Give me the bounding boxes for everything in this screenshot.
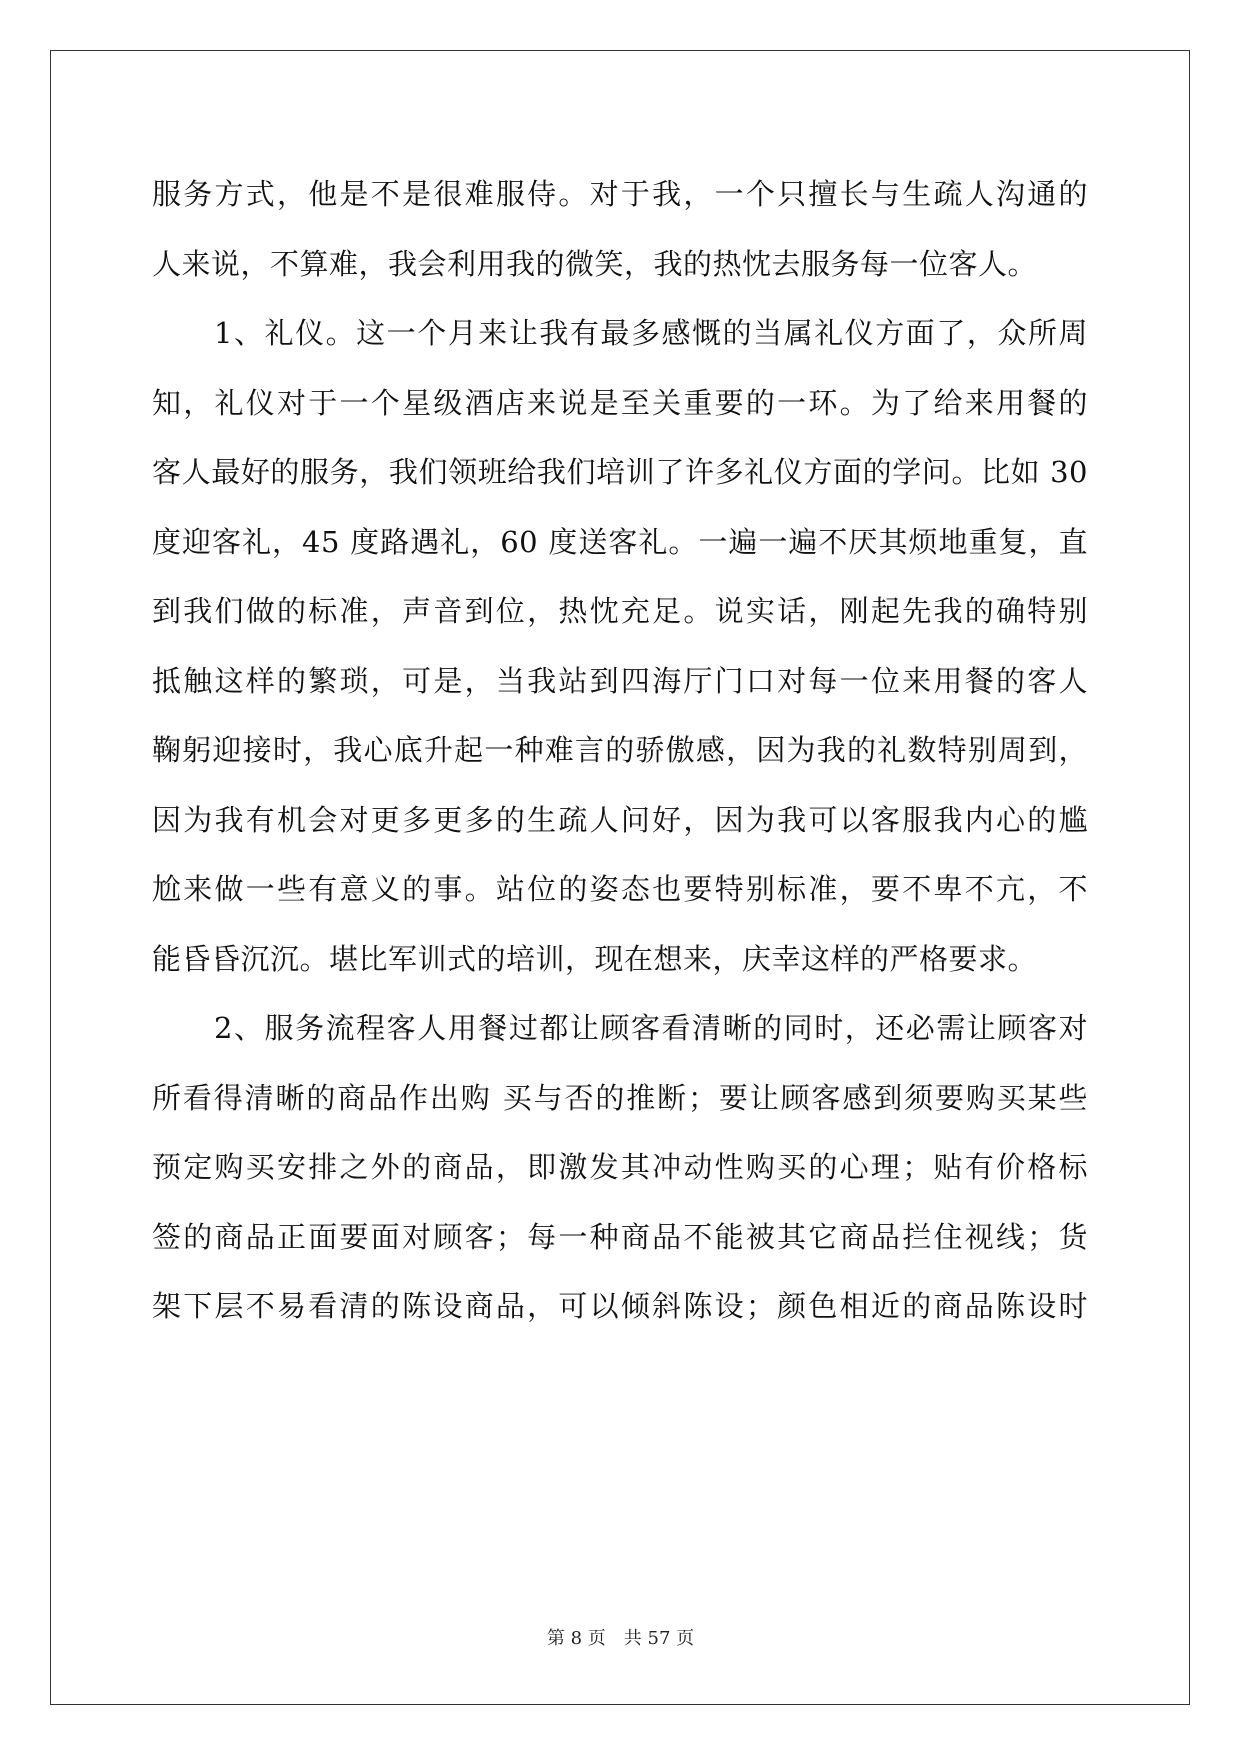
text-line: 因为我有机会对更多更多的生疏人问好，因为我可以客服我内心的尴 (152, 802, 1088, 837)
text-line: 客人最好的服务，我们领班给我们培训了许多礼仪方面的学问。比如 30 (152, 455, 1088, 489)
text-line: 2、服务流程客人用餐过都让顾客看清晰的同时，还必需让顾客对 (214, 1011, 1088, 1045)
text-line: 预定购买安排之外的商品，即激发其冲动性购买的心理；贴有价格标 (152, 1150, 1088, 1184)
page-footer: 第 8 页 共 57 页 (546, 1628, 695, 1649)
text-line: 1、礼仪。这一个月来让我有最多感慨的当属礼仪方面了，众所周 (214, 316, 1088, 350)
text-line: 到我们做的标准，声音到位，热忱充足。说实话，刚起先我的确特别 (152, 594, 1088, 628)
text-line: 鞠躬迎接时，我心底升起一种难言的骄傲感，因为我的礼数特别周到， (152, 733, 1088, 767)
text-line: 签的商品正面要面对顾客；每一种商品不能被其它商品拦住视线；货 (152, 1219, 1088, 1254)
text-line: 服务方式，他是不是很难服侍。对于我，一个只擅长与生疏人沟通的 (152, 177, 1088, 211)
text-line: 度迎客礼，45 度路遇礼，60 度送客礼。一遍一遍不厌其烦地重复，直 (152, 524, 1088, 559)
text-line: 抵触这样的繁琐，可是，当我站到四海厅门口对每一位来用餐的客人 (152, 663, 1088, 698)
text-line: 能昏昏沉沉。堪比军训式的培训，现在想来，庆幸这样的严格要求。 (152, 941, 1038, 976)
text-line: 架下层不易看清的陈设商品，可以倾斜陈设；颜色相近的商品陈设时 (152, 1289, 1088, 1323)
text-line: 尬来做一些有意义的事。站位的姿态也要特别标准，要不卑不亢，不 (152, 872, 1088, 906)
text-line: 所看得清晰的商品作出购 买与否的推断；要让顾客感到须要购买某些 (152, 1080, 1088, 1115)
text-line: 人来说，不算难，我会利用我的微笑，我的热忱去服务每一位客人。 (152, 246, 1038, 281)
text-line: 知，礼仪对于一个星级酒店来说是至关重要的一环。为了给来用餐的 (152, 385, 1088, 420)
document-body (152, 160, 1088, 1342)
